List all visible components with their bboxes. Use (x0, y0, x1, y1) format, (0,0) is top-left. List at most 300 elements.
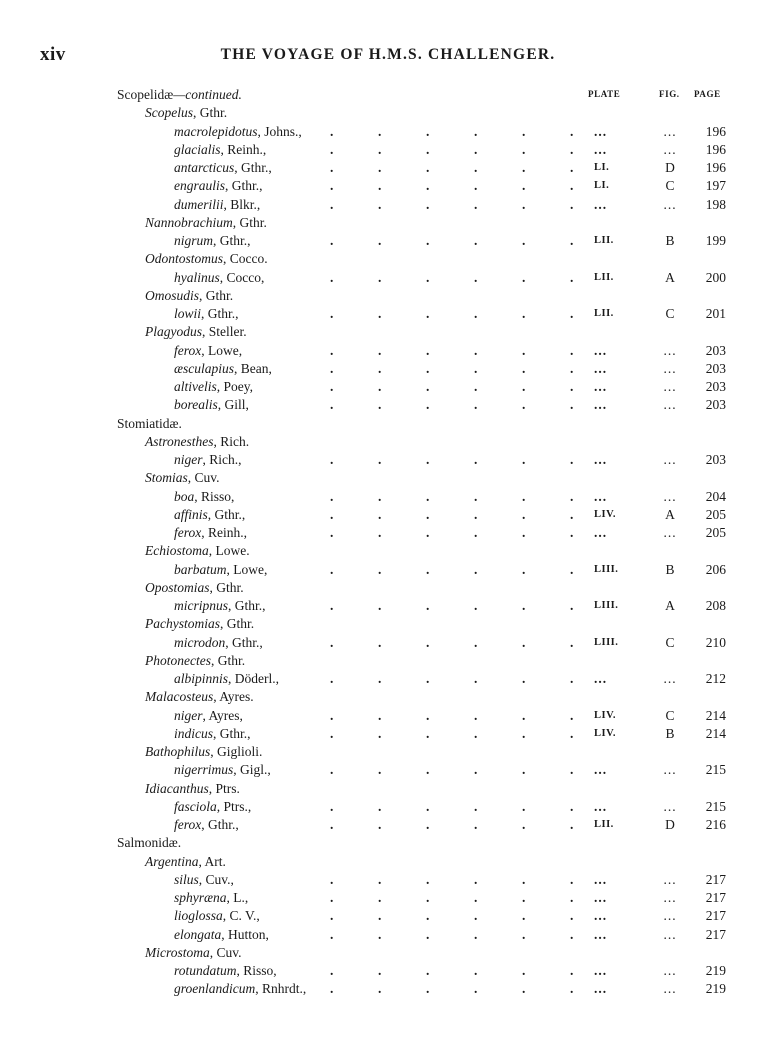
page-value: 215 (705, 798, 726, 814)
leader-dots (330, 342, 580, 360)
leader-dot: . (570, 233, 574, 248)
family-heading (0, 834, 776, 852)
authority: , Gthr., (225, 634, 263, 650)
taxon-name: sphyræna (174, 890, 227, 905)
leader-dot: . (474, 908, 478, 924)
leader-dot: . (522, 360, 526, 376)
page-value: 196 (705, 123, 726, 139)
leader-dot: . (426, 269, 430, 285)
authority: , C. V., (222, 908, 260, 924)
plate-value: LI. (594, 162, 610, 173)
taxon-name: nigerrimus (174, 762, 234, 778)
leader-dot: . (570, 671, 574, 686)
leader-dot: . (330, 269, 334, 285)
genus-entry (0, 853, 776, 871)
genus-entry (0, 104, 776, 122)
genus-entry (0, 944, 776, 962)
taxon-name: Argentina (145, 853, 199, 869)
leader-dot: . (426, 725, 430, 741)
authority: , Döderl., (228, 671, 280, 686)
leader-dot: . (378, 379, 382, 394)
leader-dots (330, 707, 580, 725)
leader-dot: . (570, 908, 574, 924)
entry-label (145, 323, 247, 341)
leader-dot: . (570, 598, 574, 613)
leader-dot: . (522, 160, 526, 175)
species-entry (0, 123, 776, 141)
taxon-name: dumerilii (174, 196, 224, 212)
leader-dot: . (426, 123, 430, 139)
fig-value: ... (663, 890, 677, 905)
species-entry (0, 962, 776, 980)
leader-dot: . (522, 598, 526, 613)
page-value: 205 (705, 506, 726, 522)
leader-dot: . (474, 707, 478, 723)
entry-label (117, 834, 181, 852)
plate-value: ... (594, 360, 608, 376)
entry-label (145, 433, 249, 451)
plate-value: LIV. (594, 508, 616, 520)
species-entry (0, 451, 776, 469)
plate-value: ... (594, 762, 608, 778)
leader-dot: . (426, 397, 430, 413)
leader-dot: . (330, 762, 334, 778)
entry-label (145, 469, 220, 487)
fig-value: ... (663, 360, 677, 376)
taxon-name: hyalinus (174, 269, 220, 285)
entry-label (174, 524, 247, 542)
authority: , Gthr., (225, 178, 263, 194)
leader-dots (330, 871, 580, 889)
leader-dot: . (474, 196, 478, 212)
leader-dot: . (330, 397, 334, 413)
genus-entry (0, 542, 776, 560)
leader-dot: . (330, 123, 334, 139)
leader-dot: . (474, 671, 478, 686)
page-value: 212 (705, 671, 726, 686)
leader-dot: . (570, 963, 574, 978)
leader-dot: . (330, 178, 334, 194)
authority: , Reinh., (201, 525, 247, 540)
leader-dot: . (378, 306, 382, 321)
species-entry (0, 305, 776, 323)
species-entry (0, 196, 776, 214)
leader-dots (330, 980, 580, 998)
genus-entry (0, 433, 776, 451)
leader-dot: . (474, 379, 478, 394)
leader-dot: . (570, 981, 574, 997)
page-value: 201 (705, 306, 726, 321)
fig-value: C (665, 306, 675, 321)
leader-dot: . (570, 707, 574, 723)
leader-dot: . (426, 634, 430, 650)
leader-dot: . (570, 379, 574, 394)
leader-dot: . (426, 160, 430, 175)
taxon-name: antarcticus (174, 160, 235, 175)
authority: , Rnhrdt., (255, 981, 307, 997)
page-value: 205 (705, 525, 726, 540)
entry-label (145, 652, 245, 670)
authority: , Johns., (257, 123, 302, 139)
taxon-name: ferox (174, 817, 202, 832)
leader-dot: . (330, 598, 334, 613)
leader-dot: . (522, 817, 526, 832)
leader-dot: . (378, 981, 382, 997)
authority: , Gthr., (201, 817, 239, 832)
leader-dot: . (474, 342, 478, 358)
leader-dot: . (570, 141, 574, 157)
leader-dot: . (474, 488, 478, 504)
taxon-name: Pachystomias (145, 616, 220, 632)
page-value: 219 (705, 963, 726, 978)
page-value: 215 (705, 762, 726, 778)
plate-value: ... (594, 141, 608, 157)
taxon-name: lowii (174, 306, 202, 321)
page-value: 217 (705, 890, 726, 905)
fig-value: D (665, 817, 675, 832)
fig-value: ... (663, 397, 677, 413)
leader-dot: . (522, 178, 526, 194)
leader-dot: . (330, 233, 334, 248)
authority: , Gthr. (220, 616, 255, 632)
page-value: 219 (705, 981, 726, 997)
authority: , Art. (198, 853, 226, 869)
plate-value: ... (594, 196, 608, 212)
page-value: 210 (705, 634, 726, 650)
entry-label (174, 798, 251, 816)
species-entry (0, 926, 776, 944)
species-entry (0, 871, 776, 889)
leader-dot: . (330, 707, 334, 723)
taxon-name: engraulis (174, 178, 226, 194)
leader-dots (330, 123, 580, 141)
leader-dot: . (378, 452, 382, 467)
leader-dot: . (426, 379, 430, 394)
leader-dots (330, 524, 580, 542)
entry-label (174, 177, 263, 195)
leader-dot: . (330, 488, 334, 504)
taxon-name: indicus (174, 725, 213, 741)
leader-dot: . (378, 123, 382, 139)
entry-label (145, 287, 233, 305)
leader-dots (330, 305, 580, 323)
family-heading (0, 86, 776, 104)
plate-value: ... (594, 871, 608, 887)
page-value: 203 (705, 397, 726, 413)
taxon-name: altivelis (174, 379, 217, 394)
leader-dot: . (570, 926, 574, 942)
leader-dot: . (570, 890, 574, 905)
entry-label (174, 889, 248, 907)
leader-dot: . (426, 981, 430, 997)
authority: , Gthr., (228, 598, 266, 613)
page-value: 196 (705, 141, 726, 157)
fig-value: A (665, 506, 675, 522)
leader-dot: . (378, 634, 382, 650)
leader-dot: . (330, 725, 334, 741)
leader-dots (330, 177, 580, 195)
leader-dot: . (330, 506, 334, 522)
fig-value: B (665, 233, 675, 248)
leader-dot: . (330, 890, 334, 905)
entry-label (174, 816, 239, 834)
entry-label (174, 488, 234, 506)
plate-value: LII. (594, 271, 614, 283)
authority: , Ptrs. (208, 780, 240, 796)
taxon-name: Omosudis (145, 287, 200, 303)
entry-label (145, 615, 254, 633)
leader-dot: . (426, 506, 430, 522)
species-entry (0, 342, 776, 360)
species-entry (0, 670, 776, 688)
leader-dot: . (378, 506, 382, 522)
taxon-name: Photonectes (145, 652, 211, 668)
leader-dot: . (378, 233, 382, 248)
leader-dot: . (522, 798, 526, 814)
leader-dot: . (522, 908, 526, 924)
leader-dots (330, 360, 580, 378)
taxon-name: glacialis (174, 141, 221, 157)
entry-label (174, 396, 249, 414)
leader-dot: . (330, 196, 334, 212)
leader-dot: . (474, 123, 478, 139)
leader-dots (330, 597, 580, 615)
taxon-name: elongata (174, 926, 222, 942)
leader-dot: . (522, 981, 526, 997)
leader-dot: . (378, 141, 382, 157)
leader-dot: . (426, 141, 430, 157)
leader-dot: . (474, 981, 478, 997)
authority: , Gthr. (210, 652, 246, 668)
page-value: 199 (705, 233, 726, 248)
leader-dots (330, 907, 580, 925)
plate-value: ... (594, 926, 608, 942)
fig-value: C (665, 707, 675, 723)
fig-value: ... (663, 452, 677, 467)
authority: , Hutton, (221, 926, 269, 942)
taxon-name: Nannobrachium (145, 214, 233, 230)
taxon-name: groenlandicum (174, 981, 256, 997)
leader-dots (330, 506, 580, 524)
page-value: 214 (705, 707, 726, 723)
authority: , Cuv. (209, 944, 242, 960)
leader-dot: . (426, 196, 430, 212)
leader-dot: . (330, 360, 334, 376)
species-entry (0, 980, 776, 998)
authority: , Blkr., (223, 196, 261, 212)
plate-value: LIV. (594, 727, 616, 739)
species-entry (0, 707, 776, 725)
leader-dot: . (426, 926, 430, 942)
species-entry (0, 232, 776, 250)
authority: , Ayres, (202, 707, 243, 723)
leader-dot: . (474, 634, 478, 650)
leader-dot: . (474, 525, 478, 540)
species-entry (0, 725, 776, 743)
page-value: 217 (705, 926, 726, 942)
leader-dot: . (570, 196, 574, 212)
leader-dot: . (474, 452, 478, 467)
plate-value: LIII. (594, 636, 619, 648)
plate-value: LIV. (594, 709, 616, 721)
fig-value: ... (663, 963, 677, 978)
leader-dot: . (522, 269, 526, 285)
species-entry (0, 378, 776, 396)
entry-label (174, 725, 251, 743)
leader-dot: . (378, 360, 382, 376)
leader-dot: . (570, 452, 574, 467)
fig-value: ... (663, 871, 677, 887)
leader-dot: . (474, 963, 478, 978)
leader-dot: . (378, 890, 382, 905)
leader-dots (330, 816, 580, 834)
species-entry (0, 816, 776, 834)
running-title: THE VOYAGE OF H.M.S. CHALLENGER. (220, 46, 556, 63)
authority: , Gthr. (209, 579, 244, 595)
leader-dot: . (426, 598, 430, 613)
genus-entry (0, 615, 776, 633)
leader-dot: . (522, 141, 526, 157)
leader-dot: . (522, 397, 526, 413)
leader-dot: . (330, 634, 334, 650)
taxon-name: Opostomias (145, 579, 210, 595)
leader-dot: . (378, 196, 382, 212)
leader-dot: . (570, 798, 574, 814)
leader-dot: . (474, 561, 478, 577)
leader-dot: . (522, 525, 526, 540)
entry-label (174, 196, 260, 214)
leader-dot: . (570, 306, 574, 321)
taxon-name: affinis (174, 506, 208, 522)
leader-dots (330, 159, 580, 177)
taxon-name: Stomiatidæ. (117, 415, 182, 431)
leader-dot: . (522, 452, 526, 467)
leader-dot: . (330, 871, 334, 887)
taxon-name: Odontostomus (145, 251, 224, 267)
leader-dots (330, 962, 580, 980)
leader-dot: . (474, 178, 478, 194)
fig-value: ... (663, 379, 677, 394)
taxon-name: macrolepidotus (174, 123, 258, 139)
leader-dot: . (378, 178, 382, 194)
leader-dot: . (522, 890, 526, 905)
page-value: 208 (705, 598, 726, 613)
leader-dots (330, 889, 580, 907)
leader-dot: . (378, 725, 382, 741)
fig-value: C (665, 178, 675, 194)
entry-label (174, 761, 271, 779)
authority: , Ayres. (213, 689, 254, 705)
leader-dot: . (378, 269, 382, 285)
taxon-name: Scopelus (145, 105, 193, 121)
authority: , Lowe, (201, 342, 243, 358)
taxon-name: rotundatum (174, 963, 237, 978)
leader-dot: . (570, 123, 574, 139)
leader-dot: . (474, 890, 478, 905)
leader-dot: . (570, 506, 574, 522)
fig-value: A (665, 269, 675, 285)
leader-dot: . (330, 926, 334, 942)
genus-entry (0, 688, 776, 706)
entry-label (174, 670, 279, 688)
entry-label (174, 378, 253, 396)
taxon-name: Astronesthes (145, 433, 214, 449)
leader-dot: . (522, 196, 526, 212)
taxon-name: niger (174, 452, 203, 467)
entry-label (145, 743, 262, 761)
species-entry (0, 396, 776, 414)
leader-dots (330, 634, 580, 652)
authority: , L., (226, 890, 249, 905)
entry-label (174, 305, 239, 323)
fig-value: ... (663, 141, 677, 157)
genus-entry (0, 323, 776, 341)
leader-dot: . (522, 306, 526, 321)
taxon-name: niger (174, 707, 203, 723)
entry-label (174, 123, 302, 141)
leader-dot: . (474, 725, 478, 741)
plate-value: ... (594, 123, 608, 139)
fig-value: A (665, 598, 675, 613)
leader-dots (330, 561, 580, 579)
leader-dot: . (570, 342, 574, 358)
fig-value: ... (663, 981, 677, 997)
plate-value: ... (594, 379, 608, 394)
plate-value: ... (594, 397, 608, 413)
fig-value: ... (663, 123, 677, 139)
species-entry (0, 177, 776, 195)
leader-dot: . (522, 926, 526, 942)
leader-dot: . (522, 871, 526, 887)
leader-dot: . (426, 963, 430, 978)
authority: , Gthr., (201, 306, 239, 321)
entry-label (174, 342, 242, 360)
entry-label (174, 451, 242, 469)
fig-value: ... (663, 671, 677, 686)
leader-dot: . (426, 178, 430, 194)
leader-dots (330, 926, 580, 944)
species-entry (0, 761, 776, 779)
leader-dot: . (330, 342, 334, 358)
taxon-name: Idiacanthus (145, 780, 209, 796)
species-entry (0, 889, 776, 907)
leader-dot: . (426, 488, 430, 504)
plate-column-header: PLATE (588, 89, 621, 99)
leader-dot: . (378, 342, 382, 358)
page-value: 200 (705, 269, 726, 285)
leader-dot: . (330, 306, 334, 321)
leader-dot: . (474, 506, 478, 522)
leader-dot: . (378, 488, 382, 504)
leader-dot: . (426, 561, 430, 577)
taxon-name: Stomias (145, 470, 188, 486)
taxon-name: æsculapius (174, 360, 235, 376)
leader-dot: . (426, 817, 430, 832)
authority: , Risso, (236, 963, 277, 978)
genus-entry (0, 743, 776, 761)
species-entry (0, 907, 776, 925)
leader-dot: . (474, 306, 478, 321)
leader-dot: . (426, 233, 430, 248)
species-entry (0, 141, 776, 159)
plate-value: LII. (594, 308, 614, 319)
leader-dot: . (570, 725, 574, 741)
entry-label (145, 780, 240, 798)
leader-dot: . (522, 725, 526, 741)
entry-label (145, 944, 242, 962)
plate-value: LII. (594, 235, 614, 246)
leader-dot: . (378, 598, 382, 613)
